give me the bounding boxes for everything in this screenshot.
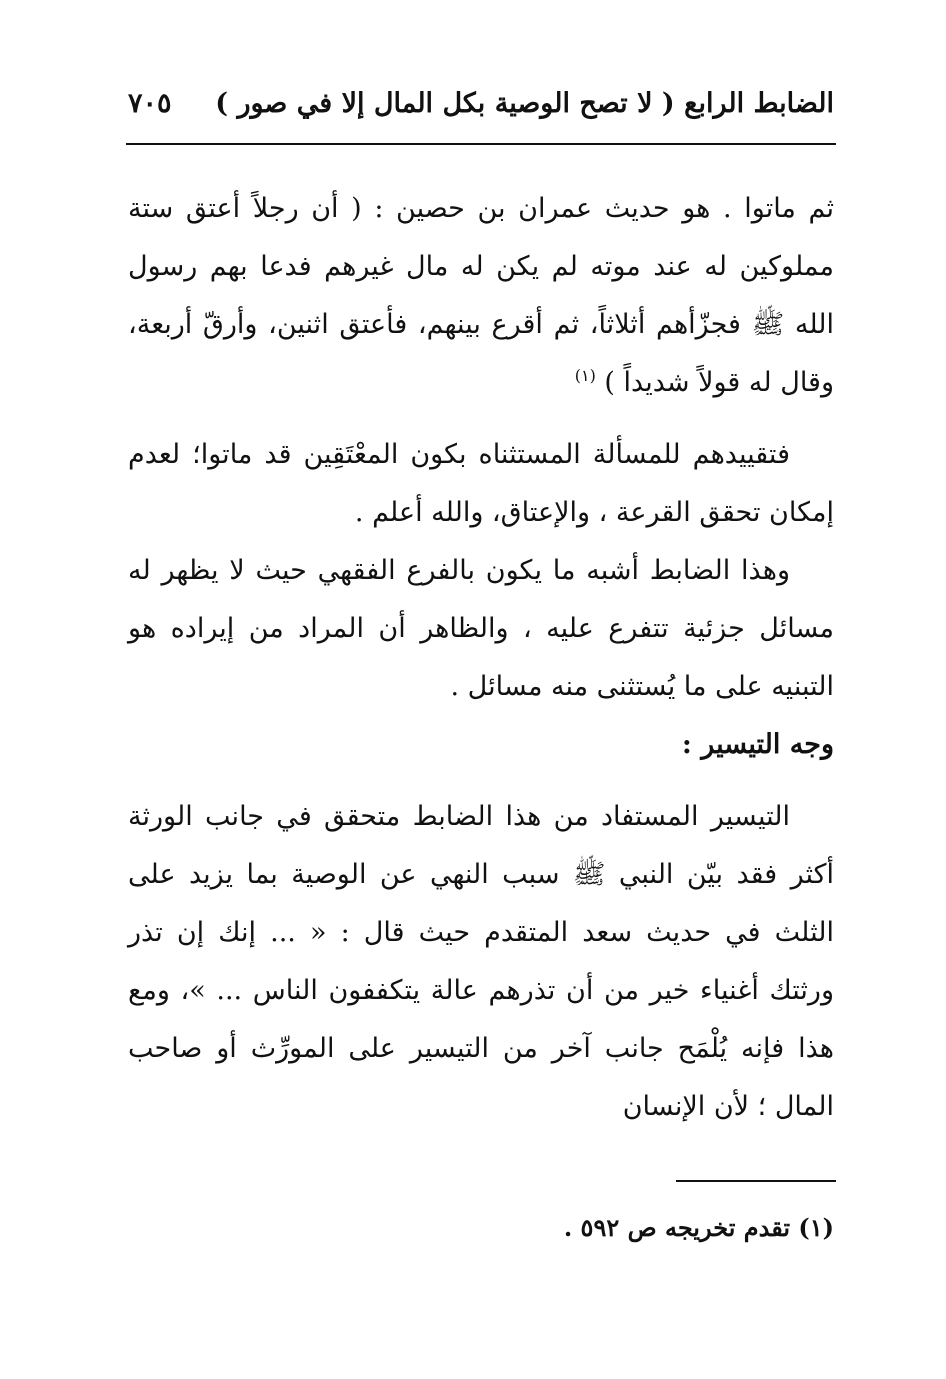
paragraph-3: وهذا الضابط أشبه ما يكون بالفرع الفقهي حيث لا يظهر له مسائل جزئية تتفرع عليه ، والظاهر أن المراد من إيراده هو التبنيه على ما يُستثنى منه مسائل . — [128, 555, 834, 702]
paragraph-4: التيسير المستفاد من هذا الضابط متحقق في جانب الورثة أكثر فقد بيّن النبي ﷺ سبب النهي عن الوصية بما يزيد على الثلث في حديث سعد المتقدم حيث قال : « ... إنك إن تذر ورثتك أغنياء خير من أن تذرهم عالة يتكففون الناس ... »، ومع هذا فإنه يُلْمَح جانب آخر من التيسير على المورِّث أو صاحب المال ؛ لأن الإنسان — [128, 801, 834, 1122]
page-header — [128, 82, 834, 132]
paragraph-2: فتقييدهم للمسألة المستثناه بكون المعْتَقِين قد ماتوا؛ لعدم إمكان تحقق القرعة ، والإعتاق، والله أعلم . — [128, 439, 834, 528]
footnote-reference: (١) — [574, 366, 596, 385]
running-title: الضابط الرابع ( لا تصح الوصية بكل المال إلا في صور ) — [215, 88, 834, 119]
header-rule — [126, 143, 836, 145]
page-number: ٧٠٥ — [128, 88, 172, 119]
main-text — [128, 180, 834, 1136]
footnote: (١) تقدم تخريجه ص ٥٩٢ . — [563, 1213, 834, 1242]
paragraph-1 — [128, 180, 834, 412]
paragraph-1-text: ثم ماتوا . هو حديث عمران بن حصين : ( أن رجلاً أعتق ستة مملوكين له عند موته لم يكن له مال غيرهم فدعا بهم رسول الله ﷺ فجزّأهم أثلاثاً، ثم أقرع بينهم، فأعتق اثنين، وأرقّ أربعة، وقال له قولاً شديداً ) — [128, 193, 834, 398]
footnote-rule — [676, 1180, 836, 1182]
section-heading: وجه التيسير : — [681, 729, 834, 760]
